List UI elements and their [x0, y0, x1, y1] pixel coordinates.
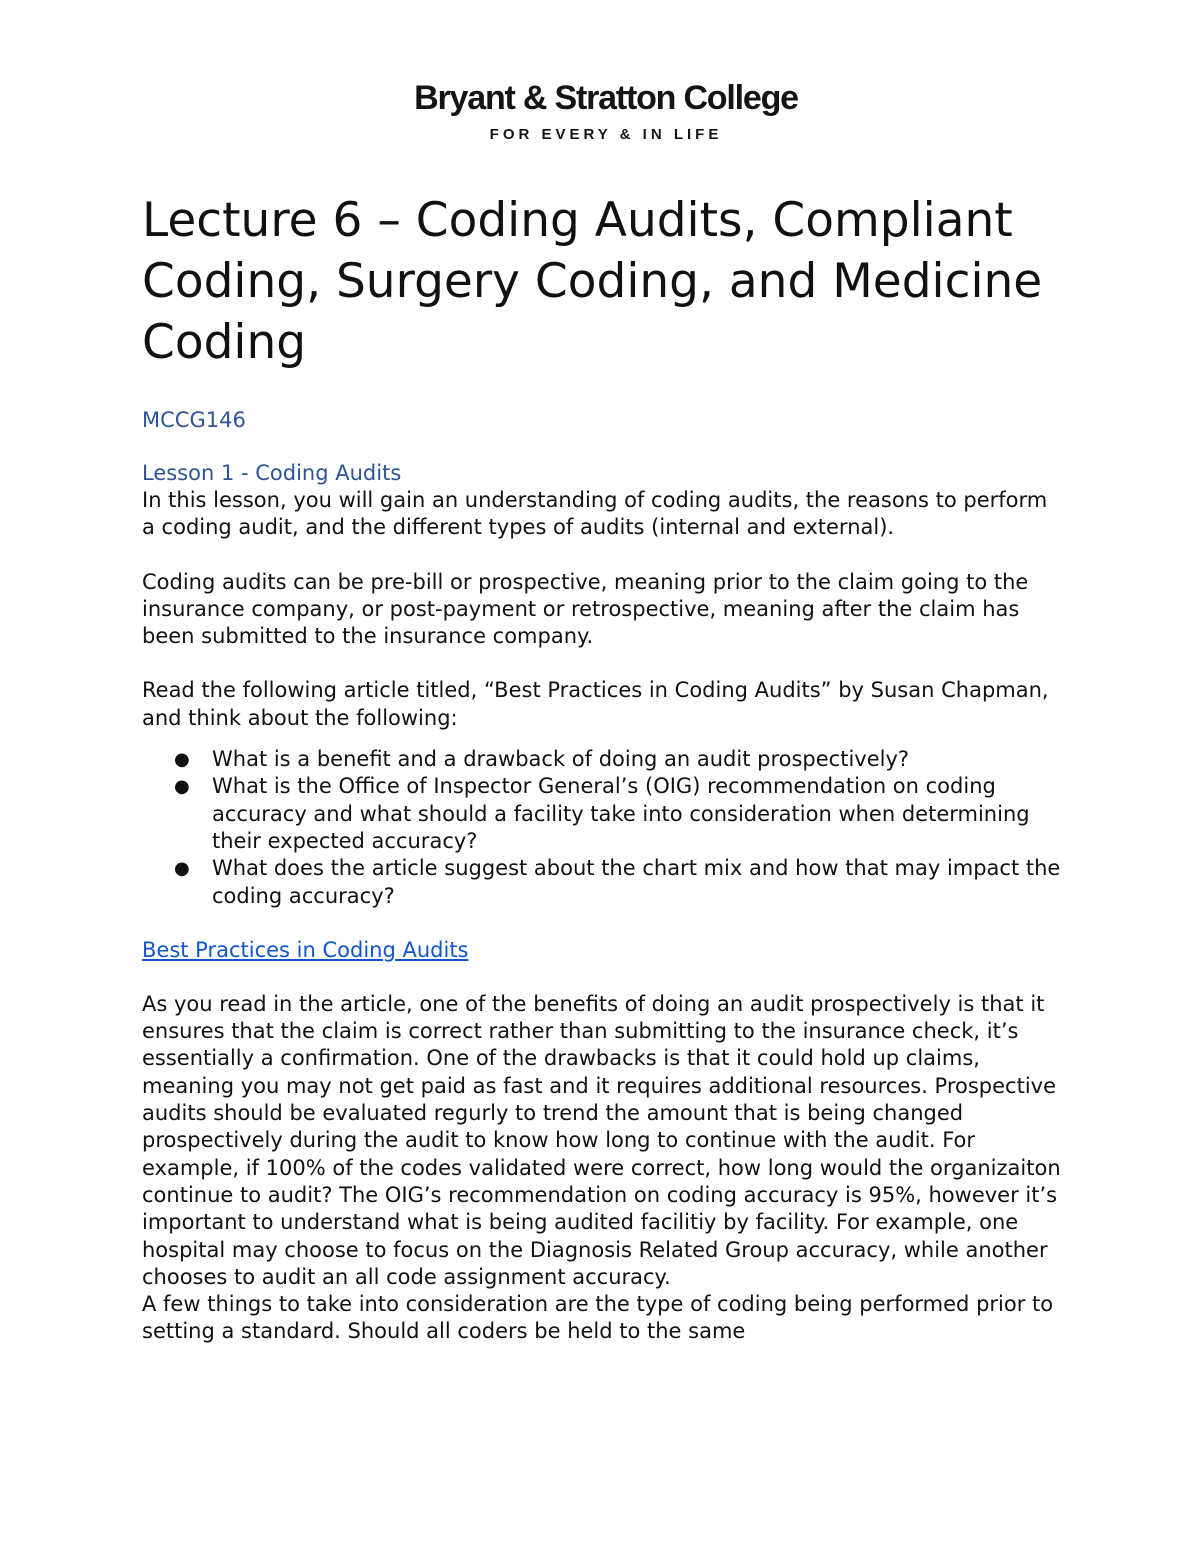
paragraph-audit-types: Coding audits can be pre-bill or prospective, meaning prior to the claim going to the insurance company, or post-payment or retrospective, meaning after the claim has been submitted to the insurance company.	[142, 569, 1029, 649]
paragraph-consideration: A few things to take into consideration are the type of coding being performed prior to setting a standard. Should all coders be held to the same	[142, 1292, 1054, 1344]
bullet-icon: ●	[174, 749, 190, 771]
paragraph-read-article: Read the following article titled, “Best Practices in Coding Audits” by Susan Chapman, and think about the following:	[142, 678, 1049, 730]
list-item-text: What is the Office of Inspector General’s (OIG) recommendation on coding accuracy and what should a facility take into consideration when determining their expected accuracy?	[212, 774, 1030, 853]
document-body	[142, 190, 1062, 1373]
article-link[interactable]: Best Practices in Coding Audits	[142, 937, 469, 962]
bullet-icon: ●	[174, 776, 190, 798]
college-logo	[396, 80, 816, 143]
paragraph-article-discussion: As you read in the article, one of the benefits of doing an audit prospectively is that it ensures that the claim is correct rather than submitting to the insurance check, it’s essentially a confirmation. One of the drawbacks is that it could hold up claims, meaning you may not get paid as fast and it requires additional resources. Prospective audits should be evaluated regurly to trend the amount that is being changed prospectively during the audit to know how long to continue with the audit. For example, if 100% of the codes validated were correct, how long would the organizaiton continue to audit? The OIG’s recommendation on coding accuracy is 95%, however it’s important to understand what is being audited facilitiy by facility. For example, one hospital may choose to focus on the Diagnosis Related Group accuracy, while another chooses to audit an all code assignment accuracy.	[142, 991, 1061, 1289]
bullet-icon: ●	[174, 858, 190, 880]
list-item-text: What is a benefit and a drawback of doing an audit prospectively?	[212, 747, 910, 772]
list-item	[142, 746, 1062, 773]
question-list	[142, 746, 1062, 910]
list-item	[142, 773, 1062, 855]
logo-name: Bryant & Stratton College	[414, 79, 798, 117]
list-item	[142, 855, 1062, 910]
course-code: MCCG146	[142, 408, 246, 432]
list-item-text: What does the article suggest about the chart mix and how that may impact the coding accuracy?	[212, 856, 1061, 908]
lesson-intro: In this lesson, you will gain an understanding of coding audits, the reasons to perform a coding audit, and the different types of audits (internal and external).	[142, 488, 1048, 540]
logo-tagline: FOR EVERY & IN LIFE	[489, 126, 723, 143]
lesson-title: Lesson 1 - Coding Audits	[142, 461, 402, 485]
lecture-title: Lecture 6 – Coding Audits, Compliant Coding, Surgery Coding, and Medicine Coding	[142, 193, 1043, 370]
